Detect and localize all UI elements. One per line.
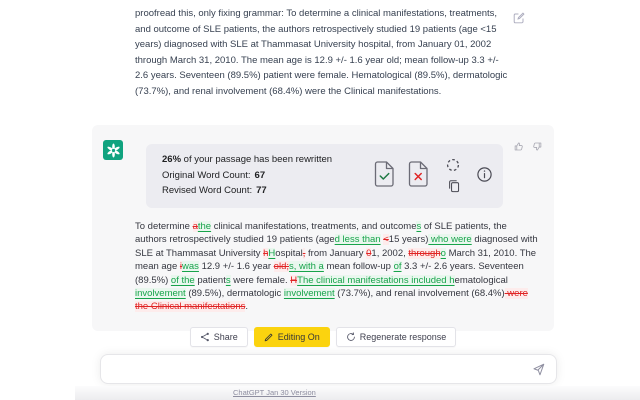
rewrite-stats-text bbox=[162, 152, 332, 199]
feedback-controls bbox=[513, 141, 543, 152]
unchanged-text: were female. bbox=[230, 274, 291, 286]
copy-icon[interactable] bbox=[447, 178, 461, 194]
deleted-text: h bbox=[263, 247, 269, 259]
share-button[interactable] bbox=[190, 327, 248, 347]
inserted-text: involvement bbox=[283, 288, 335, 300]
document-check-icon[interactable] bbox=[374, 161, 395, 187]
revised-count-value: 77 bbox=[256, 185, 267, 196]
openai-logo-icon bbox=[106, 143, 121, 158]
chatgpt-avatar bbox=[103, 140, 123, 160]
unchanged-text: clinical manifestations, treatments, and outcome bbox=[211, 221, 417, 232]
unchanged-text: To determine bbox=[135, 221, 193, 232]
unchanged-text: 15 years) bbox=[388, 234, 429, 246]
unchanged-text: . bbox=[245, 301, 248, 313]
original-count-label: Original Word Count: bbox=[162, 169, 251, 181]
rewrite-stats-card bbox=[146, 144, 503, 208]
share-label: Share bbox=[213, 332, 238, 342]
inserted-text: involvement bbox=[135, 288, 186, 300]
rewritten-percentage: 26% bbox=[162, 154, 182, 165]
unchanged-text: (89.5%), dermatologic bbox=[185, 288, 284, 300]
deleted-text: 0 bbox=[366, 247, 372, 259]
editing-on-label: Editing On bbox=[277, 332, 320, 342]
unchanged-text: from January bbox=[305, 247, 367, 259]
inserted-text: The clinical manifestations included h bbox=[297, 274, 455, 286]
footer-strip bbox=[75, 386, 640, 400]
deleted-text: a bbox=[192, 221, 198, 232]
unchanged-text: 1, 2002, bbox=[371, 247, 409, 259]
unchanged-text: ematological bbox=[454, 274, 508, 286]
rewritten-caption: of your passage has been rewritten bbox=[181, 154, 333, 165]
deleted-text: , bbox=[302, 247, 306, 259]
version-link[interactable]: ChatGPT Jan 30 Version bbox=[233, 388, 316, 397]
message-composer bbox=[100, 354, 557, 384]
inserted-text: s bbox=[416, 221, 422, 232]
thumbs-up-icon[interactable] bbox=[513, 141, 524, 152]
inserted-text: s bbox=[225, 274, 231, 286]
unchanged-text: 3.3 +/- 2.6 years. Seventeen (89.5%) bbox=[135, 261, 524, 286]
deleted-text: < bbox=[383, 234, 389, 246]
send-button[interactable] bbox=[532, 363, 545, 376]
deleted-text: H bbox=[290, 274, 298, 286]
unchanged-text: mean follow-up bbox=[323, 261, 394, 273]
pencil-icon bbox=[264, 332, 274, 342]
edit-message-icon[interactable] bbox=[513, 12, 525, 24]
share-nodes-icon bbox=[200, 332, 210, 342]
revised-passage bbox=[135, 220, 539, 314]
deleted-text: old; bbox=[273, 261, 289, 273]
inserted-text: of the bbox=[170, 274, 195, 286]
inserted-text: o bbox=[440, 247, 446, 259]
deleted-text: through bbox=[408, 247, 441, 259]
dashed-move-icon[interactable] bbox=[445, 157, 461, 173]
inserted-text: H bbox=[268, 247, 276, 259]
unchanged-text: patient bbox=[194, 274, 226, 286]
editing-on-button[interactable] bbox=[254, 327, 330, 347]
refresh-icon bbox=[346, 332, 356, 342]
inserted-text: d less than bbox=[334, 234, 381, 246]
inserted-text: s, with a bbox=[289, 261, 324, 273]
inserted-text: the bbox=[197, 221, 212, 232]
deleted-text: i bbox=[179, 261, 183, 273]
paper-plane-icon bbox=[532, 363, 545, 376]
user-message-text: proofread this, only fixing grammar: To determine a clinical manifestations, treatments, and outcome of SLE patients, the authors retrospectively studied 19 patients (age <15 years) diagnosed with SLE at Thammasat University hospital, from January 01, 2002 through March 31, 2010. The mean age is 12.9 +/- 1.6 year old; mean follow-up 3.3 +/- 2.6 years. Seventeen (89.5%) patient were female. Hematological (89.5%), dermatologic (73.7%), and renal involvement (68.4%) were the Clinical manifestations. bbox=[135, 8, 508, 97]
unchanged-text: diagnosed with SLE at Thammasat University bbox=[135, 234, 538, 259]
unchanged-text: ospital bbox=[275, 247, 303, 259]
revised-count-label: Revised Word Count: bbox=[162, 185, 253, 196]
inserted-text: was bbox=[182, 261, 199, 273]
response-actions bbox=[92, 327, 554, 347]
unchanged-text: 12.9 +/- 1.6 year bbox=[198, 261, 274, 273]
inserted-text: of bbox=[393, 261, 402, 273]
original-count-value: 67 bbox=[254, 169, 266, 181]
document-x-icon[interactable] bbox=[408, 161, 429, 187]
info-icon[interactable] bbox=[476, 166, 493, 183]
unchanged-text: of SLE patients, the authors retrospectively studied 19 patients (age bbox=[135, 221, 507, 246]
inserted-text: who were bbox=[428, 234, 472, 246]
assistant-message-row bbox=[92, 125, 554, 331]
unchanged-text: (73.7%), and renal involvement (68.4%) bbox=[334, 288, 505, 300]
deleted-text: were the Clinical manifestations bbox=[135, 288, 528, 313]
regenerate-response-button[interactable] bbox=[336, 327, 457, 347]
chat-input[interactable] bbox=[109, 359, 528, 381]
unchanged-text: March 31, 2010. The mean age bbox=[135, 247, 537, 273]
regenerate-label: Regenerate response bbox=[359, 332, 447, 342]
thumbs-down-icon[interactable] bbox=[532, 141, 543, 152]
